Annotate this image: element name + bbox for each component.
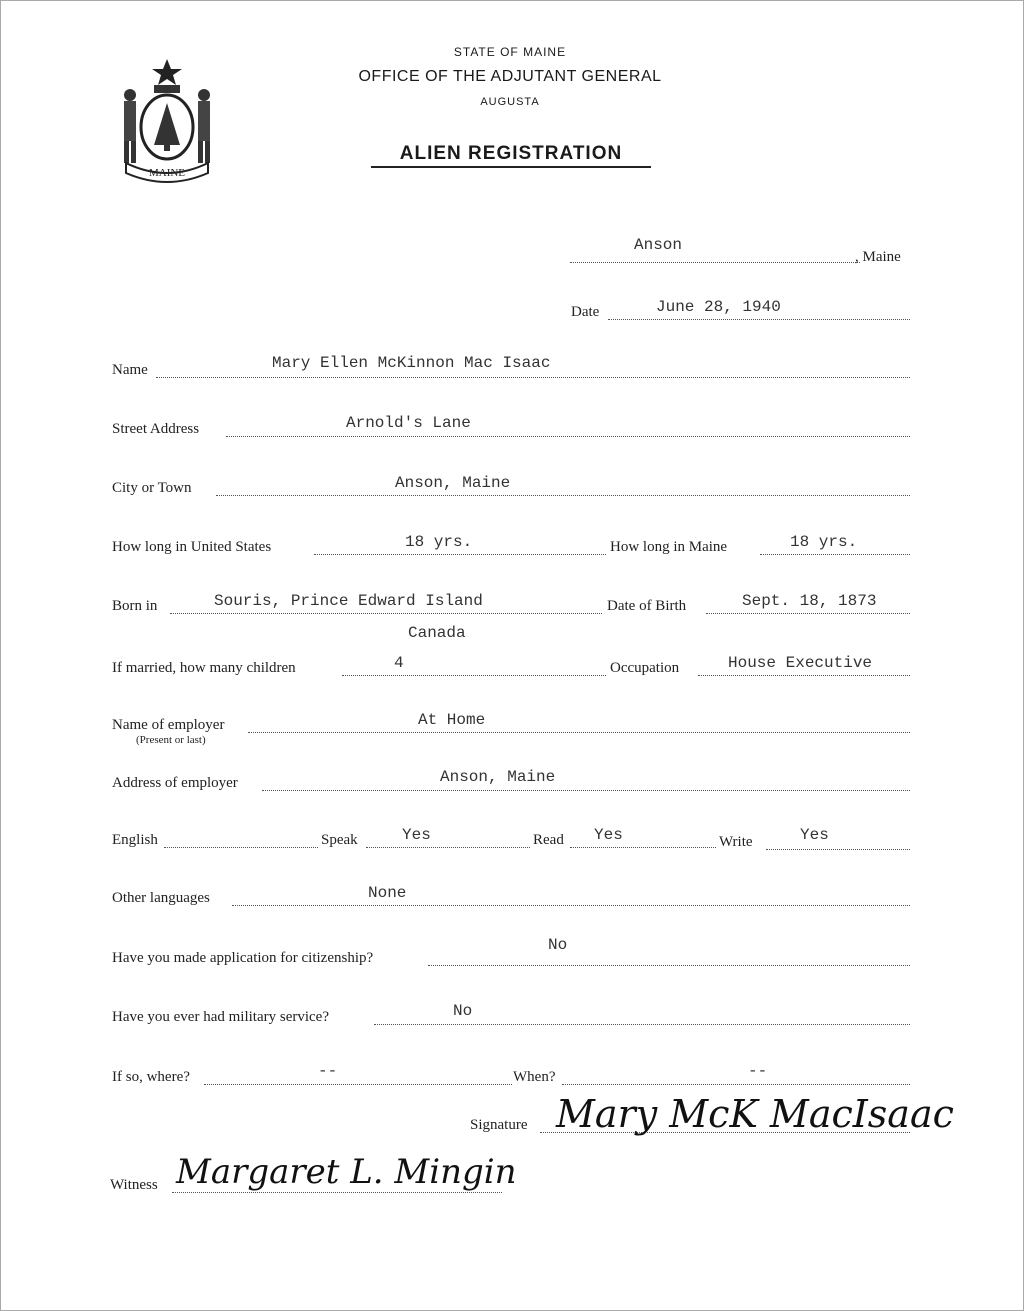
city-line bbox=[216, 495, 910, 496]
date-label: Date bbox=[571, 304, 600, 320]
occupation-label: Occupation bbox=[610, 660, 680, 676]
date-value: June 28, 1940 bbox=[656, 298, 781, 316]
place-line bbox=[570, 262, 860, 263]
read-value: Yes bbox=[594, 826, 623, 844]
children-label: If married, how many children bbox=[112, 660, 296, 676]
street-line bbox=[226, 436, 910, 437]
maine-seal-icon bbox=[112, 55, 222, 185]
when-line bbox=[562, 1084, 910, 1085]
employer-address-line bbox=[262, 790, 910, 791]
english-line bbox=[164, 847, 318, 848]
dob-value: Sept. 18, 1873 bbox=[742, 592, 877, 610]
seal-text: MAINE bbox=[148, 167, 186, 179]
witness-value: Margaret L. Mingin bbox=[176, 1152, 517, 1192]
when-value: -- bbox=[748, 1062, 768, 1080]
read-label: Read bbox=[533, 832, 564, 848]
when-label: When? bbox=[513, 1069, 556, 1085]
speak-label: Speak bbox=[321, 832, 358, 848]
how-long-us-value: 18 yrs. bbox=[405, 533, 473, 551]
occupation-value: House Executive bbox=[728, 654, 873, 672]
citizenship-label: Have you made application for citizenship? bbox=[112, 950, 374, 966]
employer-line bbox=[248, 732, 910, 733]
children-line bbox=[342, 675, 606, 676]
how-long-maine-label: How long in Maine bbox=[610, 539, 728, 555]
state-heading: STATE OF MAINE bbox=[453, 45, 567, 59]
name-label: Name bbox=[112, 362, 148, 378]
employer-address-label: Address of employer bbox=[112, 775, 238, 791]
signature-label: Signature bbox=[470, 1117, 528, 1133]
other-languages-label: Other languages bbox=[112, 890, 210, 906]
born-label: Born in bbox=[112, 598, 158, 614]
children-value: 4 bbox=[394, 654, 404, 672]
dob-line bbox=[706, 613, 910, 614]
employer-value: At Home bbox=[418, 711, 486, 729]
write-line bbox=[766, 849, 910, 850]
place-suffix: , Maine bbox=[855, 249, 901, 265]
citizenship-line bbox=[428, 965, 910, 966]
date-line bbox=[608, 319, 910, 320]
employer-sublabel: (Present or last) bbox=[136, 734, 206, 746]
military-label: Have you ever had military service? bbox=[112, 1009, 329, 1025]
employer-label: Name of employer bbox=[112, 717, 225, 733]
place-value: Anson bbox=[634, 236, 683, 254]
office-heading: OFFICE OF THE ADJUTANT GENERAL bbox=[358, 68, 662, 85]
how-long-maine-line bbox=[760, 554, 910, 555]
how-long-us-line bbox=[314, 554, 606, 555]
city-value: Anson, Maine bbox=[395, 474, 511, 492]
read-line bbox=[570, 847, 716, 848]
military-line bbox=[374, 1024, 910, 1025]
where-value: -- bbox=[318, 1062, 338, 1080]
signature-value: Mary McK MacIsaac bbox=[556, 1092, 954, 1136]
write-label: Write bbox=[719, 834, 753, 850]
other-languages-value: None bbox=[368, 884, 407, 902]
street-value: Arnold's Lane bbox=[346, 414, 471, 432]
born-value-country: Canada bbox=[408, 624, 466, 642]
where-line bbox=[204, 1084, 512, 1085]
street-label: Street Address bbox=[112, 421, 200, 437]
other-languages-line bbox=[232, 905, 910, 906]
name-value: Mary Ellen McKinnon Mac Isaac bbox=[272, 354, 551, 372]
witness-line bbox=[172, 1192, 502, 1193]
how-long-us-label: How long in United States bbox=[112, 539, 272, 555]
city-label: City or Town bbox=[112, 480, 192, 496]
where-label: If so, where? bbox=[112, 1069, 190, 1085]
dob-label: Date of Birth bbox=[607, 598, 687, 614]
speak-line bbox=[366, 847, 530, 848]
born-value: Souris, Prince Edward Island bbox=[214, 592, 483, 610]
city-heading: AUGUSTA bbox=[480, 96, 540, 108]
military-value: No bbox=[453, 1002, 473, 1020]
form-title: ALIEN REGISTRATION bbox=[371, 143, 651, 168]
employer-address-value: Anson, Maine bbox=[440, 768, 556, 786]
name-line bbox=[156, 377, 910, 378]
witness-label: Witness bbox=[110, 1177, 158, 1193]
occupation-line bbox=[698, 675, 910, 676]
born-line bbox=[170, 613, 602, 614]
how-long-maine-value: 18 yrs. bbox=[790, 533, 858, 551]
speak-value: Yes bbox=[402, 826, 431, 844]
citizenship-value: No bbox=[548, 936, 568, 954]
write-value: Yes bbox=[800, 826, 829, 844]
english-label: English bbox=[112, 832, 158, 848]
